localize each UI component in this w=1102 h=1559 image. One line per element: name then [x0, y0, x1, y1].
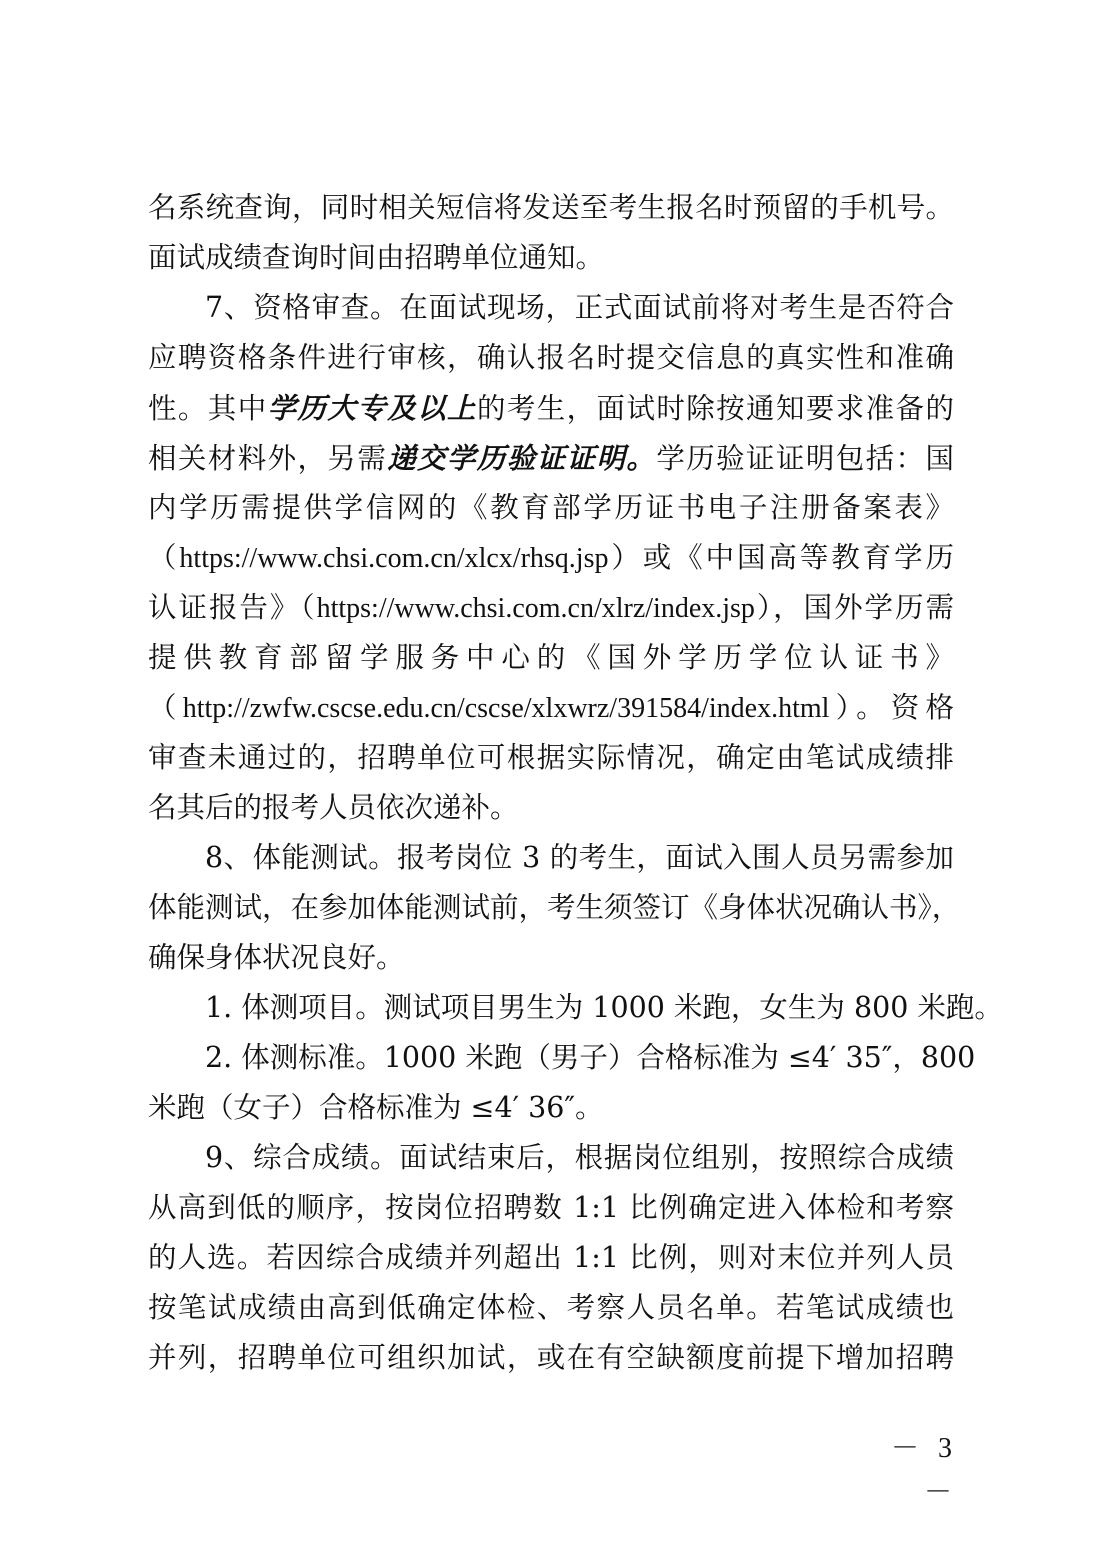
emphasis-submit-certificate: 递交学历验证证明。	[387, 441, 657, 475]
text-line: 的人选。若因综合成绩并列超出 1:1 比例，则对末位并列人员	[148, 1241, 954, 1274]
text-line: 米跑（女子）合格标准为 ≤4′ 36″。	[148, 1091, 604, 1124]
text-line: 体能测试，在参加体能测试前，考生须签订《身体状况确认书》，	[148, 891, 961, 924]
text-line	[148, 683, 954, 733]
paragraph-9-heading-line: 9、综合成绩。面试结束后，根据岗位组别，按照综合成绩	[205, 1141, 954, 1174]
text-span: ），国外学历需	[754, 591, 954, 624]
text-span: 认证报告》（	[148, 591, 317, 624]
text-line: 确保身体状况良好。	[148, 941, 405, 974]
paragraph-8-heading-line: 8、体能测试。报考岗位 3 的考生，面试入围人员另需参加	[205, 841, 954, 874]
text-line	[148, 383, 954, 433]
text-line: 审查未通过的，招聘单位可根据实际情况，确定由笔试成绩排	[148, 741, 954, 774]
url-cscse[interactable]: http://zwfw.cscse.edu.cn/cscse/xlxwrz/391584/index.html	[182, 693, 830, 724]
text-line	[148, 533, 954, 583]
text-span: ）或《中国高等教育学历	[608, 541, 954, 574]
text-line	[148, 433, 954, 483]
text-line: 名其后的报考人员依次递补。	[148, 791, 519, 824]
text-line: 面试成绩查询时间由招聘单位通知。	[148, 241, 605, 274]
text-span: （	[148, 691, 183, 724]
text-line: 提供教育部留学服务中心的《国外学历学位认证书》	[148, 641, 954, 674]
text-span: 性。其中	[148, 392, 268, 425]
text-span: 相关材料外，另需	[148, 442, 388, 475]
page-number: － 3 －	[890, 1433, 958, 1508]
text-line: 从高到低的顺序，按岗位招聘数 1:1 比例确定进入体检和考察	[148, 1191, 954, 1224]
text-span: ）。资格	[829, 691, 954, 724]
emphasis-education-level: 学历大专及以上	[267, 391, 477, 425]
url-chsi-xlrz[interactable]: https://www.chsi.com.cn/xlrz/index.jsp	[316, 593, 755, 624]
fitness-item-line: 1. 体测项目。测试项目男生为 1000 米跑，女生为 800 米跑。	[205, 991, 1003, 1024]
text-line: 内学历需提供学信网的《教育部学历证书电子注册备案表》	[148, 491, 954, 524]
text-span: 的考生，面试时除按通知要求准备的	[476, 392, 954, 425]
text-line: 按笔试成绩由高到低确定体检、考察人员名单。若笔试成绩也	[148, 1291, 954, 1324]
fitness-standard-line: 2. 体测标准。1000 米跑（男子）合格标准为 ≤4′ 35″，800	[205, 1041, 976, 1074]
text-span: 学历验证证明包括：国	[656, 442, 954, 475]
document-body	[148, 183, 1003, 1383]
text-line: 名系统查询，同时相关短信将发送至考生报名时预留的手机号。	[148, 191, 954, 224]
text-line: 并列，招聘单位可组织加试，或在有空缺额度前提下增加招聘	[148, 1341, 954, 1374]
paragraph-7-heading-line: 7、资格审查。在面试现场，正式面试前将对考生是否符合	[205, 291, 954, 324]
text-span: （	[148, 541, 180, 574]
url-chsi-rhsq[interactable]: https://www.chsi.com.cn/xlcx/rhsq.jsp	[179, 543, 609, 574]
text-line: 应聘资格条件进行审核，确认报名时提交信息的真实性和准确	[148, 341, 954, 374]
text-line	[148, 583, 954, 633]
